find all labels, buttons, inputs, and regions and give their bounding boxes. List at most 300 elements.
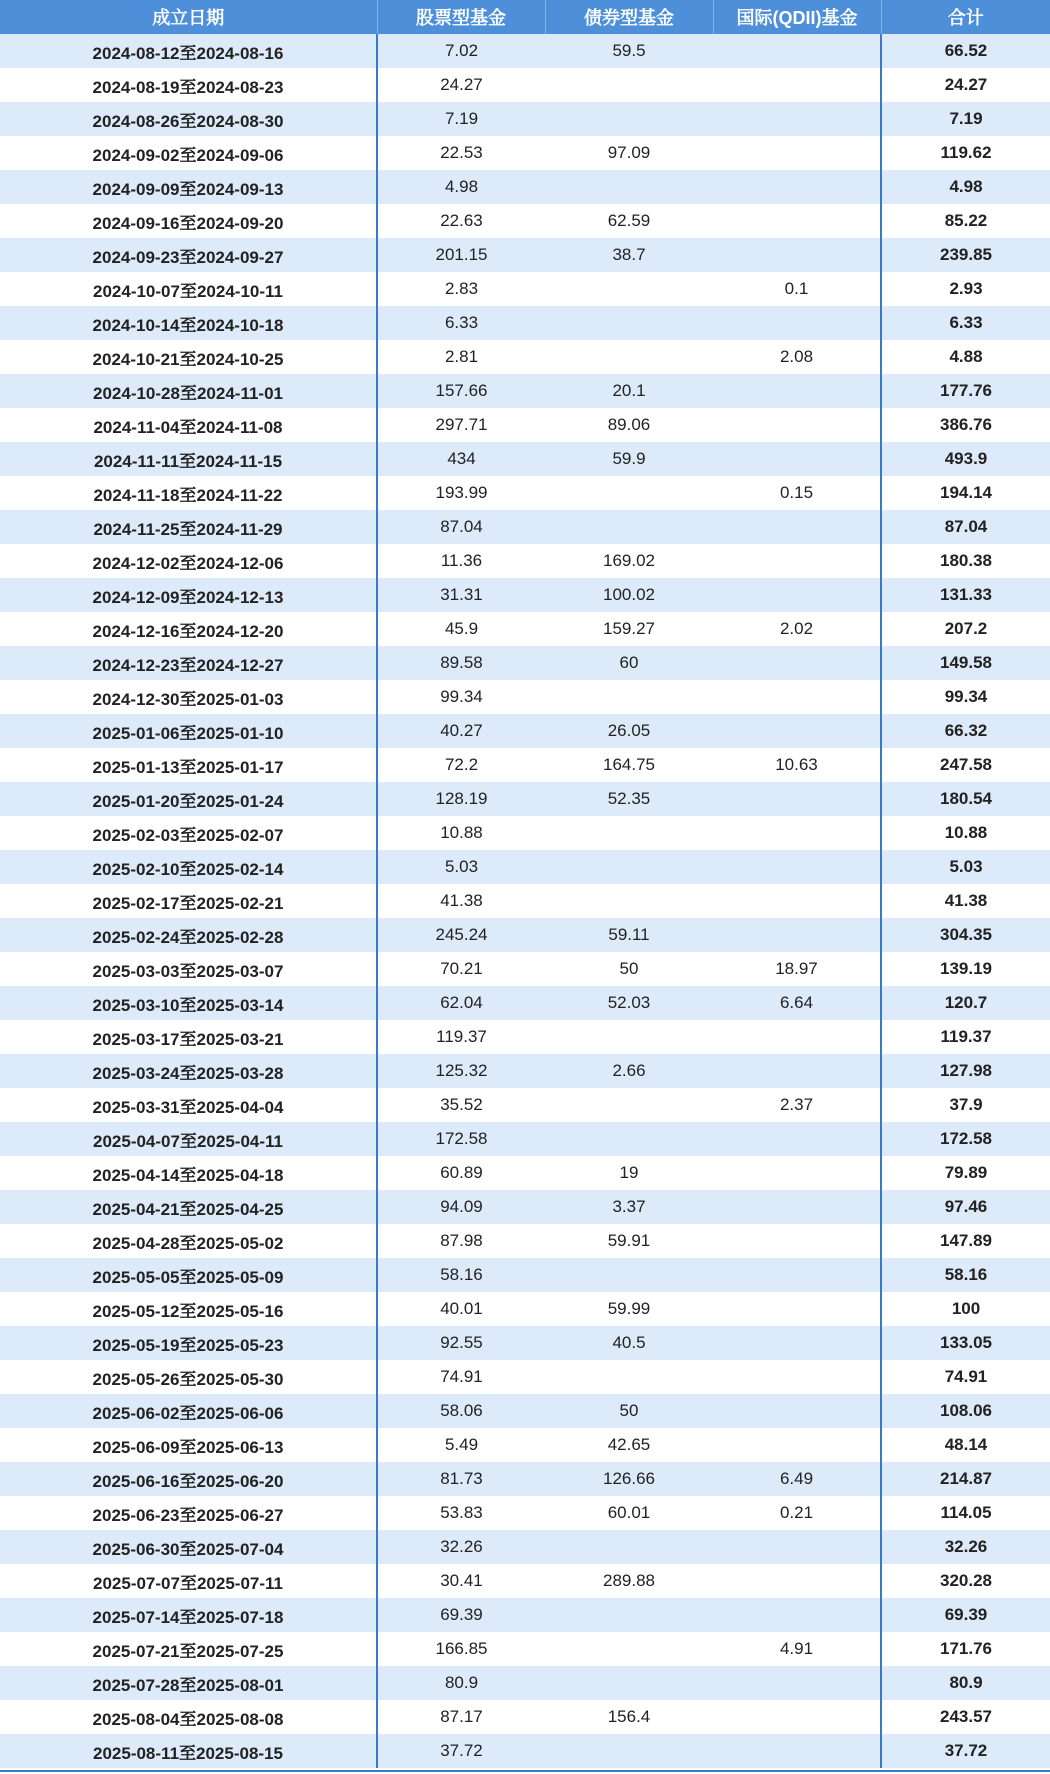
cell-qdii-fund (713, 442, 881, 476)
cell-stock-fund: 58.16 (377, 1258, 545, 1292)
table-row (0, 952, 1050, 986)
table-bottom-border (0, 1770, 1050, 1772)
cell-stock-fund: 201.15 (377, 238, 545, 272)
cell-date: 2025-07-07至2025-07-11 (0, 1564, 377, 1598)
header-qdii-fund: 国际(QDII)基金 (713, 0, 881, 34)
table-row (0, 1666, 1050, 1700)
table-row (0, 1598, 1050, 1632)
table-row (0, 782, 1050, 816)
cell-bond-fund: 42.65 (607, 1435, 651, 1454)
cell-date: 2025-05-12至2025-05-16 (0, 1292, 377, 1326)
table-row (0, 1020, 1050, 1054)
cell-qdii-fund: 2.37 (713, 1088, 881, 1122)
cell-bond-fund (545, 170, 713, 204)
table-row (0, 374, 1050, 408)
header-date: 成立日期 (0, 0, 377, 34)
cell-stock-fund: 297.71 (435, 415, 488, 434)
cell-total: 147.89 (940, 1231, 992, 1250)
cell-bond-fund: 20.1 (545, 374, 713, 408)
cell-bond-fund: 169.02 (603, 551, 655, 570)
cell-bond-fund: 38.7 (545, 238, 713, 272)
cell-total: 239.85 (881, 238, 1050, 272)
cell-bond-fund (545, 1598, 713, 1632)
table-row (0, 1734, 1050, 1768)
table-header (0, 0, 1050, 34)
cell-date: 2025-07-14至2025-07-18 (0, 1598, 377, 1632)
cell-qdii-fund (713, 34, 881, 68)
cell-total: 66.52 (881, 34, 1050, 68)
cell-total: 177.76 (881, 374, 1050, 408)
cell-total: 80.9 (881, 1666, 1050, 1700)
cell-qdii-fund (713, 1054, 881, 1088)
cell-total: 180.38 (940, 551, 992, 570)
table-row (0, 1428, 1050, 1462)
cell-date: 2025-04-28至2025-05-02 (0, 1224, 377, 1258)
cell-stock-fund: 58.06 (377, 1394, 545, 1428)
cell-total: 133.05 (881, 1326, 1050, 1360)
cell-stock-fund: 87.98 (440, 1231, 483, 1250)
cell-stock-fund: 22.53 (440, 143, 483, 162)
cell-stock-fund: 87.17 (440, 1707, 483, 1726)
cell-qdii-fund: 2.02 (713, 612, 881, 646)
cell-stock-fund: 53.83 (440, 1503, 483, 1522)
cell-bond-fund: 2.66 (545, 1054, 713, 1088)
cell-date: 2025-01-06至2025-01-10 (0, 714, 377, 748)
cell-stock-fund: 89.58 (377, 646, 545, 680)
cell-date: 2024-09-23至2024-09-27 (0, 238, 377, 272)
table-row (0, 680, 1050, 714)
cell-total: 32.26 (881, 1530, 1050, 1564)
cell-qdii-fund: 0.21 (713, 1496, 881, 1530)
cell-date: 2025-03-10至2025-03-14 (0, 986, 377, 1020)
cell-stock-fund: 30.41 (440, 1571, 483, 1590)
table-row (0, 68, 1050, 102)
cell-total: 119.62 (940, 143, 992, 162)
table-row (0, 136, 1050, 170)
header-total: 合计 (881, 0, 1050, 34)
cell-date: 2024-12-09至2024-12-13 (0, 578, 377, 612)
cell-total: 37.9 (949, 1095, 983, 1114)
cell-total: 119.37 (940, 1027, 992, 1046)
cell-stock-fund: 166.85 (435, 1639, 488, 1658)
cell-bond-fund: 50 (619, 959, 639, 978)
cell-date: 2025-07-28至2025-08-01 (0, 1666, 377, 1700)
cell-stock-fund: 37.72 (377, 1734, 545, 1768)
cell-qdii-fund (713, 1020, 881, 1054)
cell-date: 2024-09-02至2024-09-06 (0, 136, 377, 170)
cell-total: 7.19 (881, 102, 1050, 136)
cell-bond-fund: 62.59 (607, 211, 651, 230)
cell-stock-fund: 31.31 (377, 578, 545, 612)
cell-bond-fund: 289.88 (603, 1571, 655, 1590)
cell-total: 120.7 (881, 986, 1050, 1020)
cell-stock-fund: 6.33 (377, 306, 545, 340)
cell-qdii-fund (713, 136, 881, 170)
cell-total: 131.33 (881, 578, 1050, 612)
cell-qdii-fund (713, 1224, 881, 1258)
cell-bond-fund: 97.09 (607, 143, 651, 162)
table-row (0, 408, 1050, 442)
cell-total: 6.33 (881, 306, 1050, 340)
cell-stock-fund: 81.73 (377, 1462, 545, 1496)
cell-total: 247.58 (940, 755, 992, 774)
table-row (0, 170, 1050, 204)
cell-date: 2025-05-05至2025-05-09 (0, 1258, 377, 1292)
table-row (0, 1496, 1050, 1530)
cell-total: 149.58 (881, 646, 1050, 680)
cell-qdii-fund: 6.64 (713, 986, 881, 1020)
table-row (0, 340, 1050, 374)
cell-date: 2024-12-16至2024-12-20 (0, 612, 377, 646)
cell-stock-fund: 434 (377, 442, 545, 476)
cell-qdii-fund (713, 408, 881, 442)
cell-date: 2024-12-02至2024-12-06 (0, 544, 377, 578)
header-stock-fund: 股票型基金 (377, 0, 545, 34)
cell-total: 114.05 (940, 1503, 992, 1522)
cell-qdii-fund (713, 238, 881, 272)
cell-date: 2025-03-24至2025-03-28 (0, 1054, 377, 1088)
cell-bond-fund: 156.4 (607, 1707, 651, 1726)
table-row (0, 476, 1050, 510)
cell-stock-fund: 193.99 (435, 483, 488, 502)
cell-date: 2025-08-04至2025-08-08 (0, 1700, 377, 1734)
cell-date: 2025-04-07至2025-04-11 (0, 1122, 377, 1156)
table-row (0, 1530, 1050, 1564)
table-row (0, 1326, 1050, 1360)
cell-date: 2024-12-23至2024-12-27 (0, 646, 377, 680)
cell-stock-fund: 60.89 (440, 1163, 483, 1182)
table-row (0, 204, 1050, 238)
cell-qdii-fund: 0.1 (713, 272, 881, 306)
cell-stock-fund: 45.9 (444, 619, 479, 638)
cell-qdii-fund (713, 306, 881, 340)
cell-bond-fund (545, 272, 713, 306)
cell-total: 41.38 (944, 891, 988, 910)
cell-bond-fund: 164.75 (603, 755, 655, 774)
table-row (0, 1700, 1050, 1734)
cell-qdii-fund (713, 918, 881, 952)
table-row (0, 238, 1050, 272)
cell-total: 304.35 (881, 918, 1050, 952)
cell-total: 127.98 (881, 1054, 1050, 1088)
cell-total: 171.76 (940, 1639, 992, 1658)
table-row (0, 442, 1050, 476)
table-row (0, 986, 1050, 1020)
cell-bond-fund: 60 (545, 646, 713, 680)
cell-stock-fund: 62.04 (377, 986, 545, 1020)
cell-stock-fund: 41.38 (440, 891, 483, 910)
cell-bond-fund (545, 1020, 713, 1054)
cell-date: 2025-03-17至2025-03-21 (0, 1020, 377, 1054)
cell-total: 320.28 (940, 1571, 992, 1590)
cell-stock-fund: 99.34 (440, 687, 483, 706)
cell-total: 4.88 (949, 347, 983, 366)
cell-stock-fund: 80.9 (377, 1666, 545, 1700)
cell-qdii-fund: 4.91 (713, 1632, 881, 1666)
cell-qdii-fund (713, 1156, 881, 1190)
cell-qdii-fund (713, 884, 881, 918)
table-row (0, 850, 1050, 884)
cell-stock-fund: 40.27 (377, 714, 545, 748)
cell-date: 2024-08-12至2024-08-16 (0, 34, 377, 68)
cell-total: 243.57 (940, 1707, 992, 1726)
table-body (0, 34, 1050, 1768)
cell-bond-fund: 3.37 (545, 1190, 713, 1224)
cell-bond-fund (545, 510, 713, 544)
cell-bond-fund: 26.05 (545, 714, 713, 748)
cell-qdii-fund (713, 1122, 881, 1156)
cell-qdii-fund (713, 170, 881, 204)
cell-total: 139.19 (940, 959, 992, 978)
cell-total: 100 (951, 1299, 981, 1318)
table-row (0, 612, 1050, 646)
cell-bond-fund (545, 68, 713, 102)
cell-bond-fund (545, 680, 713, 714)
cell-date: 2025-05-26至2025-05-30 (0, 1360, 377, 1394)
cell-total: 2.93 (949, 279, 983, 298)
cell-bond-fund (545, 1632, 713, 1666)
cell-qdii-fund (713, 1700, 881, 1734)
cell-bond-fund: 50 (545, 1394, 713, 1428)
cell-date: 2024-10-07至2024-10-11 (0, 272, 377, 306)
table-row (0, 578, 1050, 612)
cell-bond-fund (545, 102, 713, 136)
cell-qdii-fund: 0.15 (713, 476, 881, 510)
cell-qdii-fund (713, 1428, 881, 1462)
cell-bond-fund (545, 1666, 713, 1700)
cell-total: 99.34 (944, 687, 988, 706)
cell-stock-fund: 2.83 (444, 279, 479, 298)
table-row (0, 1122, 1050, 1156)
cell-stock-fund: 7.02 (377, 34, 545, 68)
cell-stock-fund: 74.91 (440, 1367, 483, 1386)
cell-total: 58.16 (881, 1258, 1050, 1292)
cell-qdii-fund (713, 816, 881, 850)
cell-total: 207.2 (944, 619, 988, 638)
cell-total: 97.46 (881, 1190, 1050, 1224)
cell-date: 2024-12-30至2025-01-03 (0, 680, 377, 714)
table-row (0, 1156, 1050, 1190)
table-row (0, 1258, 1050, 1292)
cell-qdii-fund: 10.63 (713, 748, 881, 782)
cell-date: 2025-03-03至2025-03-07 (0, 952, 377, 986)
cell-date: 2024-11-25至2024-11-29 (0, 510, 377, 544)
cell-bond-fund (545, 1122, 713, 1156)
cell-qdii-fund (713, 1394, 881, 1428)
cell-total: 180.54 (881, 782, 1050, 816)
cell-date: 2024-11-18至2024-11-22 (0, 476, 377, 510)
cell-date: 2024-10-21至2024-10-25 (0, 340, 377, 374)
table-row (0, 884, 1050, 918)
cell-total: 194.14 (940, 483, 992, 502)
cell-bond-fund: 19 (619, 1163, 639, 1182)
cell-total: 85.22 (944, 211, 988, 230)
cell-qdii-fund (713, 102, 881, 136)
cell-bond-fund: 59.5 (545, 34, 713, 68)
cell-stock-fund: 7.19 (377, 102, 545, 136)
table-row (0, 714, 1050, 748)
cell-bond-fund (545, 306, 713, 340)
cell-date: 2025-04-14至2025-04-18 (0, 1156, 377, 1190)
cell-qdii-fund (713, 68, 881, 102)
cell-bond-fund (545, 850, 713, 884)
cell-bond-fund (545, 884, 713, 918)
table-row (0, 306, 1050, 340)
table-row (0, 544, 1050, 578)
table-row (0, 272, 1050, 306)
table-row (0, 1360, 1050, 1394)
cell-qdii-fund: 18.97 (713, 952, 881, 986)
cell-qdii-fund (713, 544, 881, 578)
cell-stock-fund: 70.21 (440, 959, 483, 978)
cell-total: 24.27 (944, 75, 988, 94)
cell-bond-fund: 59.99 (607, 1299, 651, 1318)
cell-bond-fund: 52.35 (545, 782, 713, 816)
cell-date: 2025-06-16至2025-06-20 (0, 1462, 377, 1496)
cell-date: 2025-06-23至2025-06-27 (0, 1496, 377, 1530)
cell-date: 2024-11-11至2024-11-15 (0, 442, 377, 476)
table-row (0, 1190, 1050, 1224)
cell-bond-fund: 59.11 (545, 918, 713, 952)
cell-date: 2024-08-26至2024-08-30 (0, 102, 377, 136)
cell-date: 2025-04-21至2025-04-25 (0, 1190, 377, 1224)
table-row (0, 748, 1050, 782)
table-row (0, 510, 1050, 544)
cell-qdii-fund (713, 680, 881, 714)
cell-bond-fund (545, 1530, 713, 1564)
cell-stock-fund: 172.58 (377, 1122, 545, 1156)
cell-date: 2024-10-28至2024-11-01 (0, 374, 377, 408)
cell-qdii-fund (713, 714, 881, 748)
table-row (0, 1462, 1050, 1496)
table-row (0, 816, 1050, 850)
cell-qdii-fund (713, 1292, 881, 1326)
cell-date: 2025-02-03至2025-02-07 (0, 816, 377, 850)
cell-qdii-fund (713, 646, 881, 680)
cell-total: 5.03 (881, 850, 1050, 884)
cell-date: 2025-03-31至2025-04-04 (0, 1088, 377, 1122)
cell-date: 2025-05-19至2025-05-23 (0, 1326, 377, 1360)
cell-stock-fund: 11.36 (440, 551, 483, 570)
cell-stock-fund: 157.66 (377, 374, 545, 408)
cell-qdii-fund (713, 1666, 881, 1700)
cell-stock-fund: 87.04 (377, 510, 545, 544)
cell-qdii-fund (713, 510, 881, 544)
table-row (0, 102, 1050, 136)
cell-stock-fund: 32.26 (377, 1530, 545, 1564)
cell-date: 2024-10-14至2024-10-18 (0, 306, 377, 340)
cell-date: 2025-02-17至2025-02-21 (0, 884, 377, 918)
cell-qdii-fund (713, 850, 881, 884)
cell-bond-fund: 159.27 (603, 619, 655, 638)
cell-bond-fund (545, 1088, 713, 1122)
cell-stock-fund: 119.37 (436, 1027, 487, 1046)
cell-stock-fund: 69.39 (377, 1598, 545, 1632)
cell-bond-fund: 52.03 (545, 986, 713, 1020)
cell-total: 87.04 (881, 510, 1050, 544)
cell-total: 66.32 (881, 714, 1050, 748)
cell-total: 48.14 (944, 1435, 988, 1454)
cell-stock-fund: 5.49 (444, 1435, 479, 1454)
cell-date: 2025-06-30至2025-07-04 (0, 1530, 377, 1564)
cell-qdii-fund (713, 1326, 881, 1360)
cell-bond-fund: 100.02 (545, 578, 713, 612)
cell-bond-fund: 59.91 (607, 1231, 651, 1250)
cell-bond-fund (545, 1734, 713, 1768)
table-row (0, 1054, 1050, 1088)
cell-qdii-fund (713, 578, 881, 612)
cell-stock-fund: 35.52 (440, 1095, 483, 1114)
cell-bond-fund: 89.06 (607, 415, 651, 434)
cell-date: 2024-11-04至2024-11-08 (0, 408, 377, 442)
cell-date: 2025-08-11至2025-08-15 (0, 1734, 377, 1768)
table-row (0, 1394, 1050, 1428)
cell-date: 2025-07-21至2025-07-25 (0, 1632, 377, 1666)
cell-date: 2024-08-19至2024-08-23 (0, 68, 377, 102)
cell-stock-fund: 2.81 (444, 347, 479, 366)
cell-total: 214.87 (881, 1462, 1050, 1496)
cell-qdii-fund: 2.08 (713, 340, 881, 374)
cell-total: 386.76 (940, 415, 992, 434)
table-row (0, 918, 1050, 952)
table-row (0, 1292, 1050, 1326)
cell-date: 2025-06-09至2025-06-13 (0, 1428, 377, 1462)
cell-qdii-fund (713, 1530, 881, 1564)
cell-stock-fund: 72.2 (444, 755, 479, 774)
cell-date: 2025-02-24至2025-02-28 (0, 918, 377, 952)
header-bond-fund: 债券型基金 (545, 0, 713, 34)
table-row (0, 1088, 1050, 1122)
cell-bond-fund: 59.9 (545, 442, 713, 476)
cell-qdii-fund (713, 1734, 881, 1768)
cell-stock-fund: 94.09 (377, 1190, 545, 1224)
cell-qdii-fund (713, 1598, 881, 1632)
cell-qdii-fund (713, 1190, 881, 1224)
cell-qdii-fund (713, 1258, 881, 1292)
cell-stock-fund: 4.98 (377, 170, 545, 204)
cell-date: 2025-02-10至2025-02-14 (0, 850, 377, 884)
cell-stock-fund: 128.19 (377, 782, 545, 816)
cell-stock-fund: 245.24 (377, 918, 545, 952)
cell-bond-fund (545, 1360, 713, 1394)
cell-date: 2025-01-13至2025-01-17 (0, 748, 377, 782)
cell-total: 493.9 (881, 442, 1050, 476)
cell-total: 108.06 (881, 1394, 1050, 1428)
table-row (0, 1564, 1050, 1598)
cell-total: 172.58 (881, 1122, 1050, 1156)
table-row (0, 34, 1050, 68)
cell-stock-fund: 24.27 (440, 75, 483, 94)
cell-qdii-fund (713, 204, 881, 238)
cell-stock-fund: 22.63 (440, 211, 483, 230)
cell-total: 37.72 (881, 1734, 1050, 1768)
cell-qdii-fund (713, 1360, 881, 1394)
cell-bond-fund (545, 1258, 713, 1292)
table-row (0, 646, 1050, 680)
cell-bond-fund: 60.01 (607, 1503, 651, 1522)
cell-stock-fund: 40.01 (440, 1299, 483, 1318)
cell-total: 74.91 (944, 1367, 988, 1386)
cell-bond-fund: 126.66 (545, 1462, 713, 1496)
cell-stock-fund: 5.03 (377, 850, 545, 884)
cell-total: 4.98 (881, 170, 1050, 204)
cell-qdii-fund (713, 374, 881, 408)
cell-qdii-fund (713, 782, 881, 816)
cell-total: 69.39 (881, 1598, 1050, 1632)
cell-stock-fund: 10.88 (440, 823, 483, 842)
cell-date: 2024-09-09至2024-09-13 (0, 170, 377, 204)
cell-bond-fund (545, 340, 713, 374)
